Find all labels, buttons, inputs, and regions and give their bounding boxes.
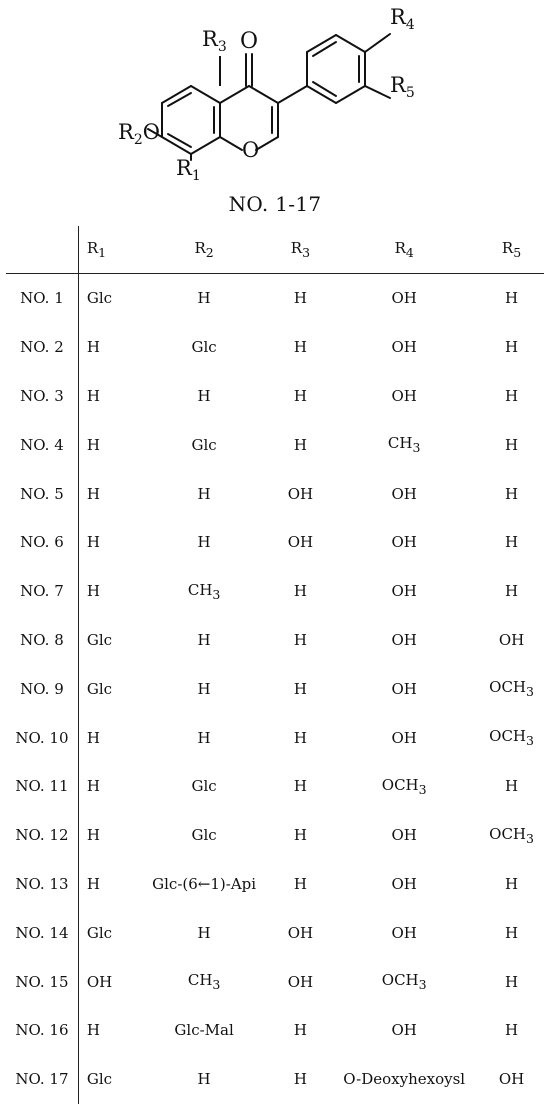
isoflavone-structure (0, 0, 550, 200)
cell-r1: H (86, 582, 100, 601)
row-no: NO. 3 (6, 372, 78, 421)
r2-label: $R_2O$ (118, 120, 160, 148)
carbonyl-o-label: O (240, 29, 259, 54)
cell-r4: OH (391, 630, 417, 649)
table-row (6, 1055, 544, 1104)
cell-r5: H (505, 777, 519, 796)
cell-r1: Glc (86, 289, 113, 308)
cell-r4: OH (391, 338, 417, 357)
row-no: NO. 15 (6, 957, 78, 1006)
cell-r1: H (86, 1021, 100, 1040)
cell-r2: H (197, 484, 211, 503)
row-no: NO. 17 (6, 1055, 78, 1104)
table-body (6, 274, 544, 1104)
cell-r2: $CH_3$ (187, 580, 221, 602)
cell-r3: H (293, 728, 307, 747)
cell-r4: OH (391, 923, 417, 942)
header-r3: $R_3$ (272, 226, 330, 274)
cell-r4: $OCH_3$ (381, 775, 427, 797)
cell-r4: OH (391, 826, 417, 845)
cell-r3: OH (287, 972, 314, 991)
table-row (6, 518, 544, 567)
row-no: NO. 11 (6, 762, 78, 811)
r5-label: $R_5$ (390, 73, 415, 101)
table-row (6, 567, 544, 616)
cell-r3: OH (287, 533, 314, 552)
cell-r3: OH (287, 484, 314, 503)
cell-r1: H (86, 826, 100, 845)
row-no: NO. 13 (6, 860, 78, 909)
cell-r2: Glc (191, 338, 217, 357)
header-r1: $R_1$ (78, 226, 136, 274)
table-row (6, 420, 544, 469)
table-row (6, 908, 544, 957)
bond (365, 86, 390, 98)
cell-r2: H (197, 289, 211, 308)
cell-r5: H (505, 972, 519, 991)
table-row (6, 274, 544, 323)
cell-r5: OH (498, 1070, 525, 1089)
table-row (6, 1006, 544, 1055)
ring-o-label: O (242, 138, 260, 162)
table-header-row (6, 226, 544, 274)
cell-r1: Glc (86, 1070, 113, 1089)
header-r2: $R_2$ (137, 226, 272, 274)
r1-label: $R_1$ (176, 156, 201, 184)
cell-r1: H (86, 777, 100, 796)
cell-r3: H (293, 679, 307, 698)
row-no: NO. 4 (6, 420, 78, 469)
cell-r4: OH (391, 679, 417, 698)
cell-r5: $OCH_3$ (489, 727, 534, 749)
cell-r4: OH (391, 484, 417, 503)
cell-r5: H (505, 338, 519, 357)
cell-r4: OH (391, 874, 417, 893)
bond (278, 86, 307, 103)
cell-r5: H (505, 874, 519, 893)
cell-r3: H (293, 338, 307, 357)
cell-r1: H (86, 728, 100, 747)
row-no: NO. 10 (6, 713, 78, 762)
cell-r3: OH (287, 923, 314, 942)
cell-r2: H (197, 923, 211, 942)
cell-r5: H (505, 484, 519, 503)
cell-r3: H (293, 386, 307, 405)
row-no: NO. 5 (6, 469, 78, 518)
cell-r5: $OCH_3$ (489, 678, 534, 700)
table-row (6, 957, 544, 1006)
cell-r2: Glc-(6←1)-Api (152, 874, 257, 893)
cell-r5: H (505, 1021, 519, 1040)
cell-r5: H (505, 923, 519, 942)
bond (220, 86, 249, 103)
cell-r4: $CH_3$ (387, 434, 421, 456)
header-blank (6, 226, 78, 274)
cell-r3: H (293, 1021, 307, 1040)
bond (365, 34, 390, 52)
cell-r1: H (86, 484, 100, 503)
row-no: NO. 14 (6, 908, 78, 957)
cell-r1: Glc (86, 923, 113, 942)
cell-r4: $OCH_3$ (381, 971, 427, 993)
cell-r2: Glc-Mal (174, 1021, 234, 1040)
cell-r1: OH (86, 972, 113, 991)
cell-r2: H (197, 386, 211, 405)
table-row (6, 664, 544, 713)
cell-r2: H (197, 728, 211, 747)
bond-inner (313, 82, 336, 96)
bond (191, 86, 220, 103)
header-r4: $R_4$ (329, 226, 479, 274)
cell-r1: H (86, 533, 100, 552)
cell-r5: $OCH_3$ (489, 824, 534, 846)
row-no: NO. 9 (6, 664, 78, 713)
cell-r5: H (505, 533, 519, 552)
cell-r5: H (505, 289, 519, 308)
table-row (6, 323, 544, 372)
cell-r2: Glc (191, 435, 217, 454)
cell-r4: OH (391, 386, 417, 405)
cell-r1: Glc (86, 679, 113, 698)
bond (191, 137, 220, 154)
cell-r4: OH (391, 582, 417, 601)
row-no: NO. 7 (6, 567, 78, 616)
cell-r4: OH (391, 728, 417, 747)
cell-r4: O-Deoxyhexoysl (343, 1070, 466, 1089)
cell-r4: OH (391, 1021, 417, 1040)
cell-r5: H (505, 386, 519, 405)
cell-r4: OH (391, 289, 417, 308)
table-row (6, 762, 544, 811)
cell-r2: Glc (191, 777, 217, 796)
table-row (6, 372, 544, 421)
cell-r5: H (505, 435, 519, 454)
cell-r3: H (293, 289, 307, 308)
cell-r1: Glc (86, 630, 113, 649)
r3-label: $R_3$ (202, 27, 227, 55)
cell-r1: H (86, 435, 100, 454)
cell-r2: H (197, 533, 211, 552)
bond-inner (168, 134, 191, 147)
cell-r3: H (293, 777, 307, 796)
row-no: NO. 8 (6, 616, 78, 665)
cell-r1: H (86, 874, 100, 893)
cell-r3: H (293, 435, 307, 454)
cell-r5: H (505, 582, 519, 601)
row-no: NO. 1 (6, 274, 78, 323)
table-row (6, 860, 544, 909)
cell-r3: H (293, 1070, 307, 1089)
bond-inner (313, 42, 336, 56)
cell-r2: $CH_3$ (187, 971, 221, 993)
row-no: NO. 16 (6, 1006, 78, 1055)
bond (220, 137, 242, 150)
table-row (6, 713, 544, 762)
bond-inner (168, 93, 191, 106)
cell-r3: H (293, 874, 307, 893)
cell-r3: H (293, 826, 307, 845)
r4-label: $R_4$ (390, 5, 415, 33)
cell-r3: H (293, 582, 307, 601)
cell-r3: H (293, 630, 307, 649)
table-row (6, 469, 544, 518)
cell-r1: H (86, 386, 100, 405)
cell-r2: H (197, 1070, 211, 1089)
cell-r2: H (197, 630, 211, 649)
header-r5: $R_5$ (479, 226, 544, 274)
bond (336, 35, 365, 52)
bond (191, 55, 200, 86)
cell-r5: OH (498, 630, 525, 649)
cell-r1: H (86, 338, 100, 357)
table-row (6, 811, 544, 860)
substituent-table (6, 226, 544, 1104)
row-no: NO. 2 (6, 323, 78, 372)
cell-r2: H (197, 679, 211, 698)
cell-r2: Glc (191, 826, 217, 845)
bond (256, 137, 278, 150)
row-no: NO. 6 (6, 518, 78, 567)
bond (249, 86, 278, 103)
bond (336, 86, 365, 103)
structure-caption: NO. 1-17 (228, 192, 322, 216)
row-no: NO. 12 (6, 811, 78, 860)
cell-r4: OH (391, 533, 417, 552)
table-row (6, 616, 544, 665)
